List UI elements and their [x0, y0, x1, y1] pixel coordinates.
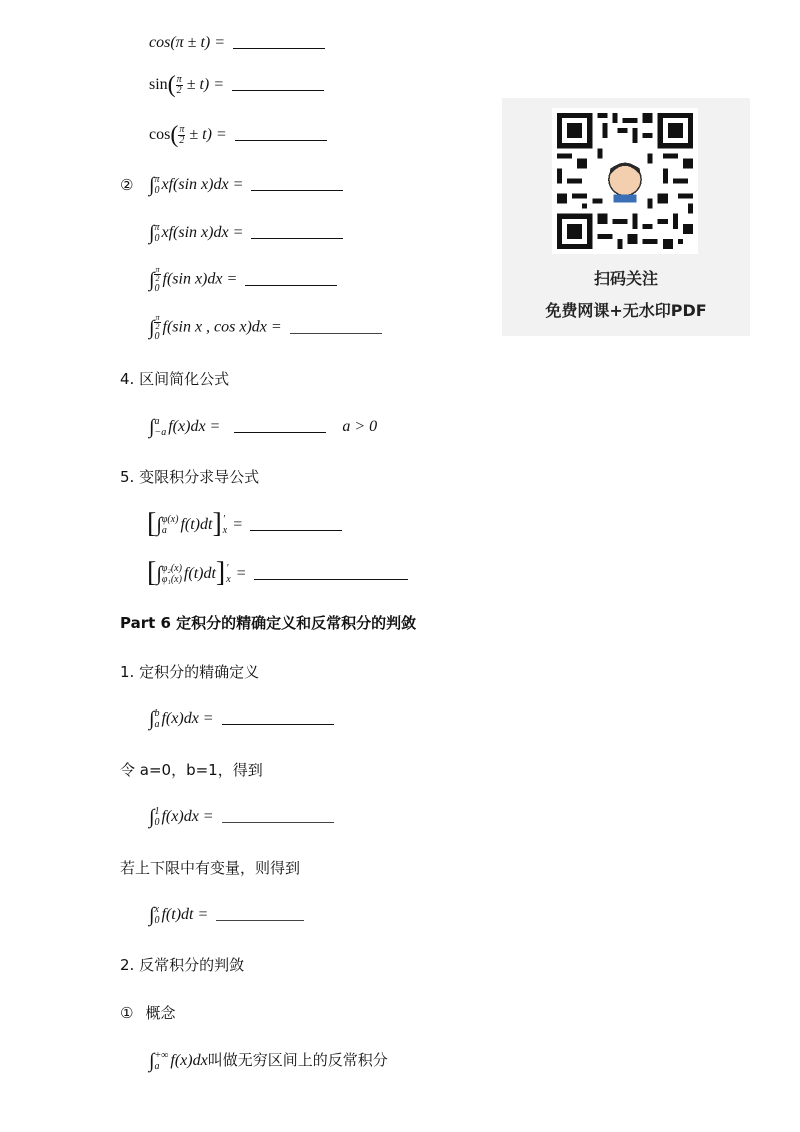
answer-blank	[216, 920, 304, 921]
formula-text: f(sin x , cos x)dx =	[162, 318, 282, 336]
subsection-1-heading: 1. 定积分的精确定义	[120, 663, 260, 681]
answer-blank	[251, 238, 343, 239]
concept-item	[120, 1002, 175, 1023]
let-values-text: 令 a=0，b=1，得到	[120, 761, 263, 779]
formula-variable-upper: ∫ x 0 f(t)dt =	[149, 902, 304, 926]
concept-label: 概念	[145, 1004, 176, 1022]
formula-text: f(t)dt =	[161, 906, 209, 923]
formula-unit-interval: ∫ 1 0 f(x)dx =	[149, 804, 334, 828]
formula-sin-half-pi: sin( $\frac{\pi}{2}$ ± t) =	[149, 72, 324, 99]
answer-blank	[222, 822, 334, 823]
answer-blank	[245, 285, 337, 286]
formula-variable-limit-2: [∫ φ₂(x) φ₁(x) f(t)dt] ′ x =	[147, 557, 408, 589]
formula-text: f(x)dx =	[161, 710, 214, 727]
formula-f-sin-half: ∫ π 2 0 f(sin x)dx =	[149, 266, 337, 294]
func-name: sin	[149, 76, 168, 93]
item-marker-1: ①	[120, 1004, 134, 1022]
subsection-2-heading: 2. 反常积分的判敛	[120, 956, 245, 974]
formula-variable-limit-1: [∫ φ(x) a f(t)dt] ′ x =	[147, 508, 342, 540]
fraction: $\frac{\pi}{2}$	[179, 123, 185, 146]
formula-text: f(x)dx =	[161, 808, 214, 825]
formula-text: ± t) =	[189, 126, 227, 143]
answer-blank	[250, 530, 342, 531]
formula-x-f-sin-1: ∫ π 0 xf(sin x)dx =	[149, 172, 343, 196]
variable-limit-text: 若上下限中有变量，则得到	[120, 859, 301, 877]
formula-f-sin-cos-half: ∫ π 2 0 f(sin x , cos x)dx =	[149, 314, 382, 342]
qr-promo-panel	[502, 98, 750, 336]
formula-text: xf(sin x)dx =	[161, 176, 244, 193]
formula-text: f(x)dx =	[168, 418, 221, 435]
answer-blank	[234, 432, 326, 433]
fraction: $\frac{\pi}{2}$	[176, 73, 182, 96]
part-6-heading: Part 6 定积分的精确定义和反常积分的判敛	[120, 614, 417, 632]
formula-text: cos(π ± t) =	[149, 34, 226, 51]
func-name: cos	[149, 126, 171, 143]
formula-text: f(sin x)dx =	[162, 270, 238, 288]
qr-code-icon[interactable]	[552, 108, 698, 254]
formula-text: ± t) =	[186, 76, 225, 93]
answer-blank	[232, 90, 324, 91]
section-4-heading: 4. 区间简化公式	[120, 370, 230, 388]
condition-text: a > 0	[342, 418, 378, 435]
formula-symmetric-interval: ∫ a −a f(x)dx = a > 0	[149, 416, 378, 439]
answer-blank	[251, 190, 343, 191]
formula-cos-pi	[149, 34, 325, 52]
formula-text: xf(sin x)dx =	[161, 224, 244, 241]
answer-blank	[254, 579, 408, 580]
formula-riemann-definition: ∫ b a f(x)dx =	[149, 706, 334, 730]
answer-blank	[235, 140, 327, 141]
qr-caption-offer: 免费网课+无水印PDF	[545, 301, 707, 320]
answer-blank	[222, 724, 334, 725]
improper-description: 叫做无穷区间上的反常积分	[207, 1051, 388, 1069]
formula-x-f-sin-2: ∫ π 0 xf(sin x)dx =	[149, 220, 343, 244]
qr-caption-follow: 扫码关注	[593, 269, 658, 288]
formula-improper-integral: ∫ +∞ a f(x)dx叫做无穷区间上的反常积分	[149, 1050, 388, 1073]
formula-text: f(x)dx	[170, 1052, 208, 1069]
item-marker-2: ②	[120, 176, 134, 194]
formula-cos-half-pi: cos( $\frac{\pi}{2}$ ± t) =	[149, 122, 327, 149]
answer-blank	[290, 333, 382, 334]
answer-blank	[233, 48, 325, 49]
section-5-heading: 5. 变限积分求导公式	[120, 468, 260, 486]
